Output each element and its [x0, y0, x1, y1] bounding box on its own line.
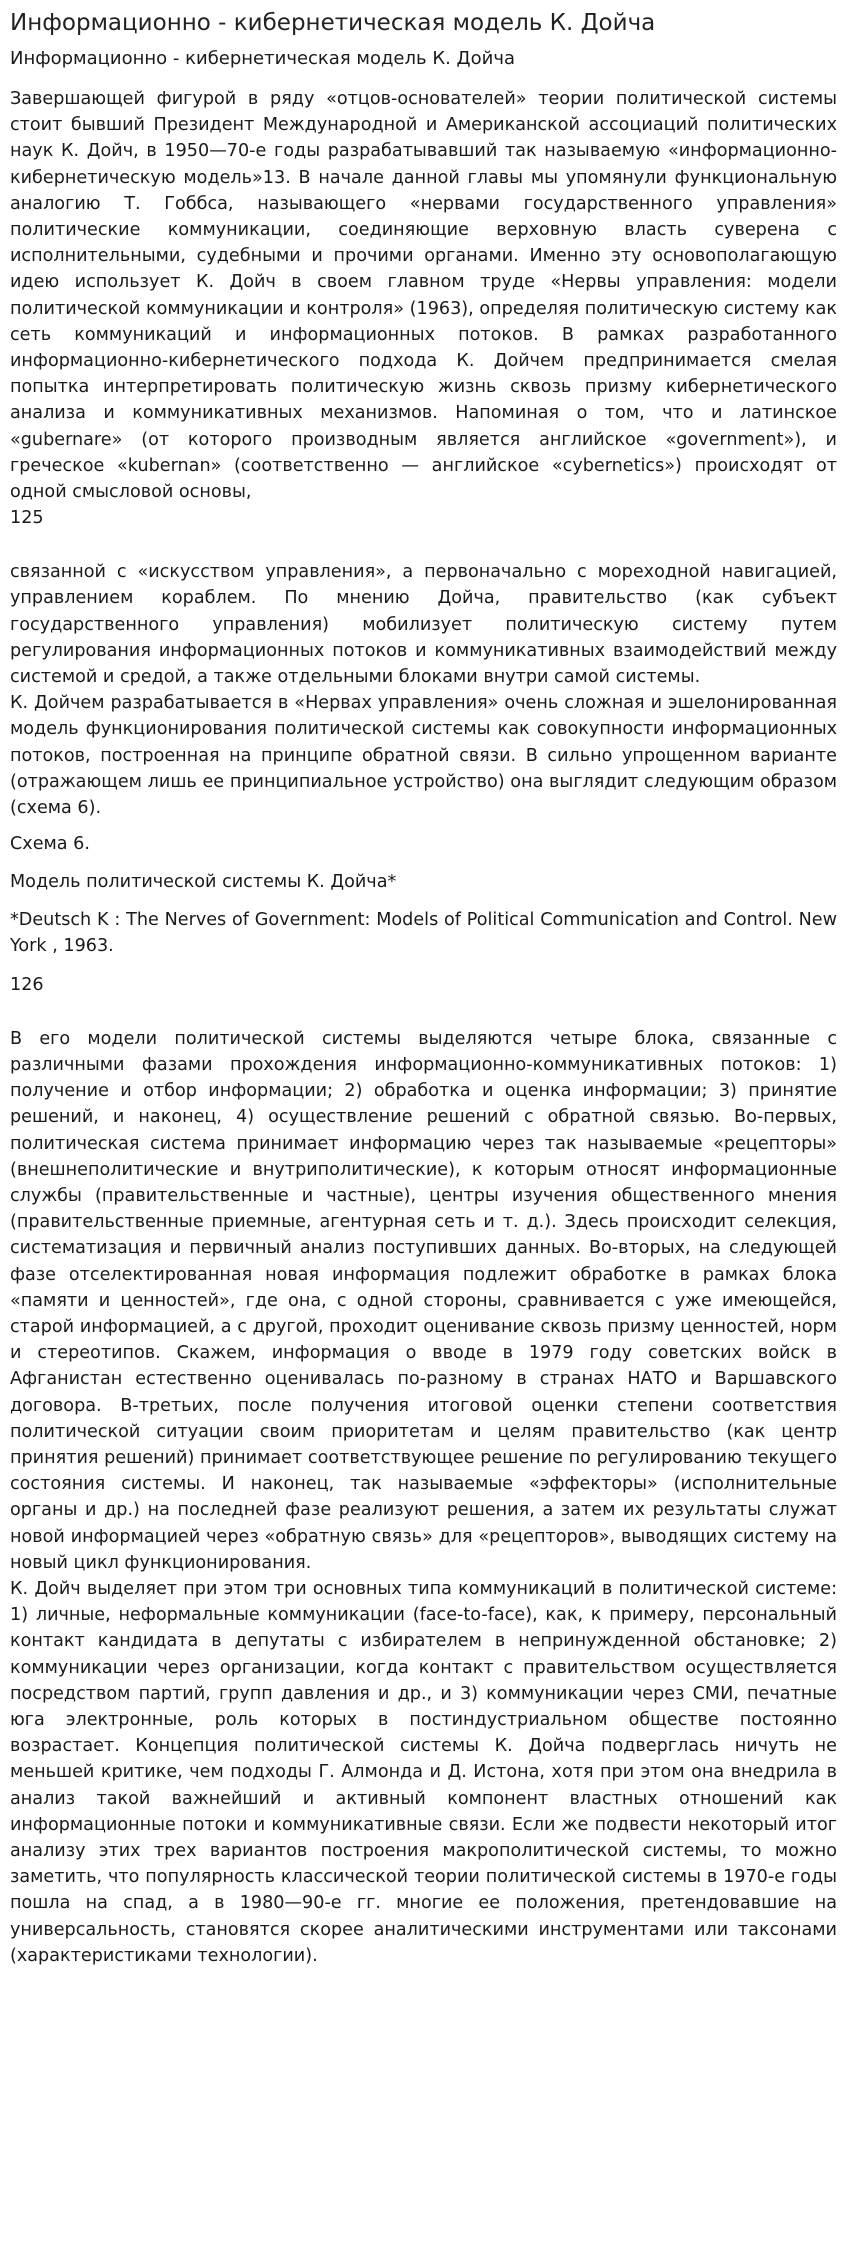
paragraph-communication-types: К. Дойч выделяет при этом три основных типа коммуникаций в политической системе: 1) личные, неформальные коммуникации (face-to-face), как, к примеру, персональный контакт кандидата в депутаты с избирателем в непринужденной обстановке; 2) коммуникации через организации, когда контакт с правительством осуществляется посредством партий, групп давления и др., и 3) коммуникации через СМИ, печатные юга электронные, роль которых в постиндустриальном обществе постоянно возрастает. Концепция политической системы К. Дойча подверглась ничуть не меньшей критике, чем подходы Г. Алмонда и Д. Истона, хотя при этом она внедрила в анализ такой важнейший и активный компонент властных отношений как информационные потоки и коммуникативные связи. Если же подвести некоторый итог анализу этих трех вариантов построения макрополитической системы, то можно заметить, что популярность классической теории политической системы в 1970-е годы пошла на спад, а в 1980—90-е гг. многие ее положения, претендовавшие на универсальность, становятся скорее аналитическими инструментами или таксонами (характеристиками технологии). — [10, 1578, 837, 1966]
page-number-125: 125 — [10, 508, 44, 529]
page-title: Информационно - кибернетическая модель К. Дойча — [10, 10, 656, 36]
paragraph-four-blocks: В его модели политической системы выделяются четыре блока, связанные с различными фазами прохождения информационно-коммуникативных потоков: 1) получение и отбор информации; 2) обработка и оценка информации; 3) принятие решений, и наконец, 4) осуществление решений с обратной связью. Во-первых, политическая система принимает информацию через так называемые «рецепторы» (внешнеполитические и внутриполитические), к которым относят информационные службы (правительственные и частные), центры изучения общественного мнения (правительственные приемные, агентурная сеть и т. д.). Здесь происходит селекция, систематизация и первичный анализ поступивших данных. Во-вторых, на следующей фазе отселектированная новая информация подлежит обработке в рамках блока «памяти и ценностей», где она, с одной стороны, сравнивается с уже имеющейся, старой информацией, а с другой, проходит оценивание сквозь призму ценностей, норм и стереотипов. Скажем, информация о вводе в 1979 году советских войск в Афганистан естественно оценивалась по-разному в странах НАТО и Варшавского договора. В-третьих, после получения итоговой оценки степени соответствия политической ситуации своим приоритетам и целям правительство (как центр принятия решений) принимает соответствующее решение по регулированию текущего состояния системы. И наконец, так называемые «эффекторы» (исполнительные органы и др.) на последней фазе реализуют решения, а затем их результаты служат новой информацией через «обратную связь» для «рецепторов», выводящих систему на новый цикл функционирования. — [10, 1028, 837, 1573]
paragraph-intro: Завершающей фигурой в ряду «отцов-основателей» теории политической системы стоит бывший Президент Международной и Американской ассоциаций политических наук К. Дойч, в 1950—70-е годы разрабатывавший так называемую «информационно-кибернетическую модель»13. В начале данной главы мы упомянули функциональную аналогию Т. Гоббса, называющего «нервами государственного управления» политические коммуникации, соединяющие верховную власть суверена с исполнительными, судебными и прочими органами. Именно эту основополагающую идею использует К. Дойч в своем главном труде «Нервы управления: модели политической коммуникации и контроля» (1963), определяя политическую систему как сеть коммуникаций и информационных потоков. В рамках разработанного информационно-кибернетического подхода К. Дойчем предпринимается смелая попытка интерпретировать политическую жизнь сквозь призму кибернетического анализа и коммуникативных механизмов. Напоминая о том, что и латинское «gubernare» (от которого производным является английское «government»), и греческое «kubernan» (соответственно — английское «cybernetics») происходят от одной смысловой основы, — [10, 89, 837, 503]
page-number-126: 126 — [10, 974, 44, 995]
scheme-title: Модель политической системы К. Дойча* — [10, 872, 397, 893]
footnote-reference: *Deutsch K : The Nerves of Government: Models of Political Communication and Control. New York , 1963. — [10, 910, 837, 957]
paragraph-government-navigation: связанной с «искусством управления», а первоначально с мореходной навигацией, управлением кораблем. По мнению Дойча, правительство (как субъект государственного управления) мобилизует политическую систему путем регулирования информационных потоков и коммуникативных взаимодействий между системой и средой, а также отдельными блоками внутри самой системы. — [10, 562, 837, 688]
section-subtitle: Информационно - кибернетическая модель К. Дойча — [10, 48, 515, 69]
paragraph-model-description: К. Дойчем разрабатывается в «Нервах управления» очень сложная и эшелонированная модель функционирования политической системы как совокупности информационных потоков, построенная на принципе обратной связи. В сильно упрощенном варианте (отражающем лишь ее принципиальное устройство) она выглядит следующим образом (схема 6). — [10, 693, 837, 819]
scheme-label: Схема 6. — [10, 834, 90, 855]
